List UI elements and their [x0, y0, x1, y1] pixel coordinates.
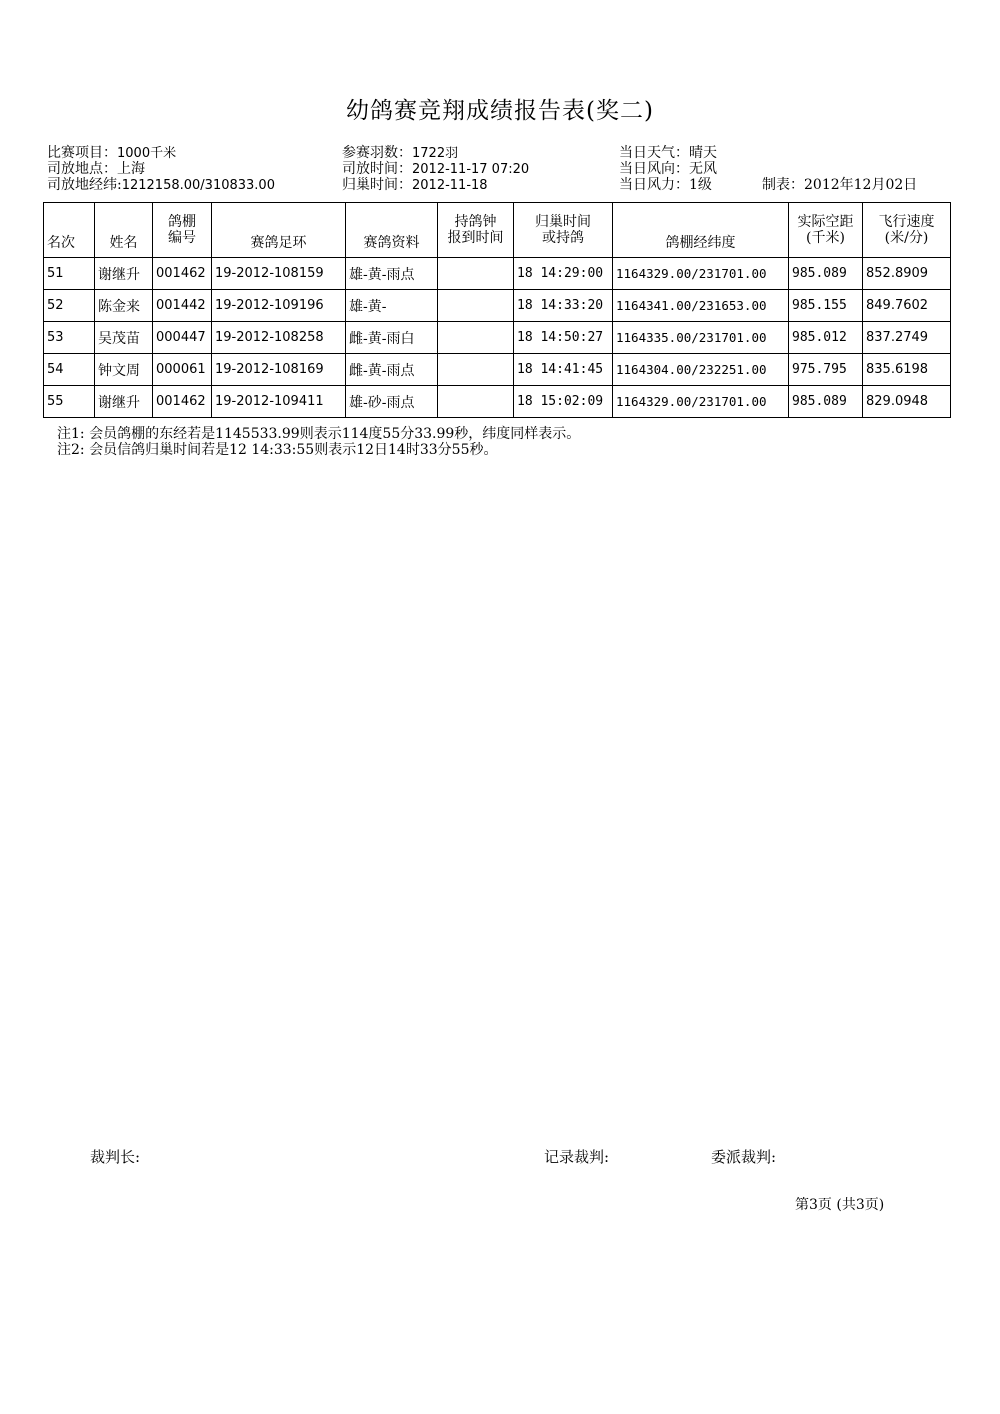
header-distance [789, 203, 863, 258]
release-coords [47, 178, 275, 193]
cell-rank: 53 [44, 322, 95, 354]
cell-info: 雄-黄-雨点 [346, 258, 438, 290]
cell-name: 吴茂苗 [95, 322, 153, 354]
header-arrival [514, 203, 613, 258]
release-place-label: 司放地点： [47, 161, 117, 177]
header-coords-text: 鸽棚经纬度 [665, 235, 736, 251]
header-clock [438, 203, 514, 258]
cell-arrival: 18 14:33:20 [514, 290, 613, 322]
cell-coords: 1164329.00/231701.00 [613, 258, 789, 290]
cell-ring: 19-2012-108169 [212, 354, 346, 386]
weather [619, 146, 717, 161]
cell-clock [438, 258, 514, 290]
cell-speed: 835.6198 [863, 354, 951, 386]
cell-clock [438, 290, 514, 322]
release-place [47, 162, 145, 177]
entries-label: 参赛羽数： [342, 145, 412, 161]
entries-value: 1722羽 [412, 146, 459, 161]
header-rank [44, 203, 95, 258]
header-clock-line2: 报到时间 [447, 230, 504, 246]
made-date [762, 178, 917, 193]
cell-speed: 852.8909 [863, 258, 951, 290]
cell-clock [438, 322, 514, 354]
header-speed [863, 203, 951, 258]
cell-rank: 51 [44, 258, 95, 290]
results-table [43, 202, 951, 418]
cell-name: 陈金来 [95, 290, 153, 322]
return-time-value: 2012-11-18 [412, 178, 488, 193]
cell-rank: 54 [44, 354, 95, 386]
header-speed-line2: (米/分) [884, 230, 929, 246]
cell-ring: 19-2012-108258 [212, 322, 346, 354]
notes [57, 426, 580, 458]
cell-ring: 19-2012-109411 [212, 386, 346, 418]
weather-value: 晴天 [689, 145, 717, 161]
race-item-value: 1000千米 [117, 146, 177, 161]
entries [342, 146, 458, 161]
release-place-value: 上海 [117, 161, 145, 177]
race-item-label: 比赛项目： [47, 145, 117, 161]
header-rank-text: 名次 [47, 235, 75, 251]
cell-loft: 000447 [153, 322, 212, 354]
delegate-referee-label: 委派裁判: [711, 1148, 777, 1166]
cell-arrival: 18 14:50:27 [514, 322, 613, 354]
cell-clock [438, 386, 514, 418]
cell-speed: 837.2749 [863, 322, 951, 354]
wind-direction-label: 当日风向： [619, 161, 689, 177]
table-row [44, 290, 951, 322]
header-loft-no-line2: 编号 [168, 230, 196, 246]
cell-rank: 55 [44, 386, 95, 418]
wind-direction-value: 无风 [689, 161, 717, 177]
cell-loft: 001462 [153, 258, 212, 290]
release-time-label: 司放时间： [342, 161, 412, 177]
cell-loft: 001462 [153, 386, 212, 418]
header-info-text: 赛鸽资料 [363, 235, 420, 251]
header-distance-line2: (千米) [806, 230, 845, 246]
release-coords-label: 司放地经纬: [47, 177, 122, 193]
wind-force-label: 当日风力： [619, 177, 689, 193]
cell-distance: 985.155 [789, 290, 863, 322]
cell-arrival: 18 15:02:09 [514, 386, 613, 418]
cell-name: 谢继升 [95, 386, 153, 418]
cell-distance: 985.089 [789, 386, 863, 418]
cell-ring: 19-2012-109196 [212, 290, 346, 322]
cell-info: 雄-黄- [346, 290, 438, 322]
chief-referee-label: 裁判长: [90, 1148, 141, 1166]
recorder-referee-label: 记录裁判: [544, 1148, 610, 1166]
made-date-label: 制表： [762, 177, 804, 193]
made-date-value: 2012年12月02日 [804, 177, 918, 193]
cell-info: 雌-黄-雨点 [346, 354, 438, 386]
cell-rank: 52 [44, 290, 95, 322]
cell-arrival: 18 14:29:00 [514, 258, 613, 290]
cell-loft: 000061 [153, 354, 212, 386]
header-distance-line1: 实际空距 [797, 214, 854, 230]
header-name-text: 姓名 [109, 235, 138, 251]
return-time [342, 178, 488, 193]
table-row [44, 386, 951, 418]
header-clock-line1: 持鸽钟 [454, 214, 497, 230]
cell-speed: 829.0948 [863, 386, 951, 418]
page-number: 第3页 (共3页) [795, 1197, 885, 1213]
cell-coords: 1164329.00/231701.00 [613, 386, 789, 418]
wind-force [619, 178, 712, 193]
header-name [95, 203, 153, 258]
header-arrival-line2: 或持鸽 [542, 230, 584, 246]
table-row [44, 354, 951, 386]
cell-clock [438, 354, 514, 386]
cell-coords: 1164341.00/231653.00 [613, 290, 789, 322]
cell-coords: 1164304.00/232251.00 [613, 354, 789, 386]
note-2: 注2: 会员信鸽归巢时间若是12 14:33:55则表示12日14时33分55秒。 [57, 442, 498, 458]
table-row [44, 322, 951, 354]
cell-distance: 985.089 [789, 258, 863, 290]
header-loft-no-line1: 鸽棚 [168, 214, 196, 230]
wind-direction [619, 162, 717, 177]
header-ring [212, 203, 346, 258]
header-arrival-line1: 归巢时间 [535, 214, 591, 230]
report-title: 幼鸽赛竞翔成绩报告表(奖二) [346, 98, 654, 124]
cell-ring: 19-2012-108159 [212, 258, 346, 290]
header-coords [613, 203, 789, 258]
wind-force-value: 1级 [689, 177, 712, 193]
cell-info: 雄-砂-雨点 [346, 386, 438, 418]
header-ring-text: 赛鸽足环 [250, 235, 307, 251]
race-item [47, 146, 176, 161]
cell-distance: 975.795 [789, 354, 863, 386]
cell-name: 谢继升 [95, 258, 153, 290]
cell-distance: 985.012 [789, 322, 863, 354]
table-header-row [44, 203, 951, 258]
cell-arrival: 18 14:41:45 [514, 354, 613, 386]
release-coords-value: 1212158.00/310833.00 [121, 178, 275, 193]
cell-name: 钟文周 [95, 354, 153, 386]
cell-speed: 849.7602 [863, 290, 951, 322]
cell-info: 雌-黄-雨白 [346, 322, 438, 354]
release-time-value: 2012-11-17 07:20 [412, 162, 530, 177]
header-speed-line1: 飞行速度 [878, 214, 935, 230]
cell-coords: 1164335.00/231701.00 [613, 322, 789, 354]
header-loft-no [153, 203, 212, 258]
weather-label: 当日天气： [619, 145, 689, 161]
release-time [342, 162, 529, 177]
header-info [346, 203, 438, 258]
note-1: 注1: 会员鸽棚的东经若是1145533.99则表示114度55分33.99秒，纬度同样表示。 [57, 426, 581, 442]
return-time-label: 归巢时间： [342, 177, 412, 193]
cell-loft: 001442 [153, 290, 212, 322]
table-row [44, 258, 951, 290]
